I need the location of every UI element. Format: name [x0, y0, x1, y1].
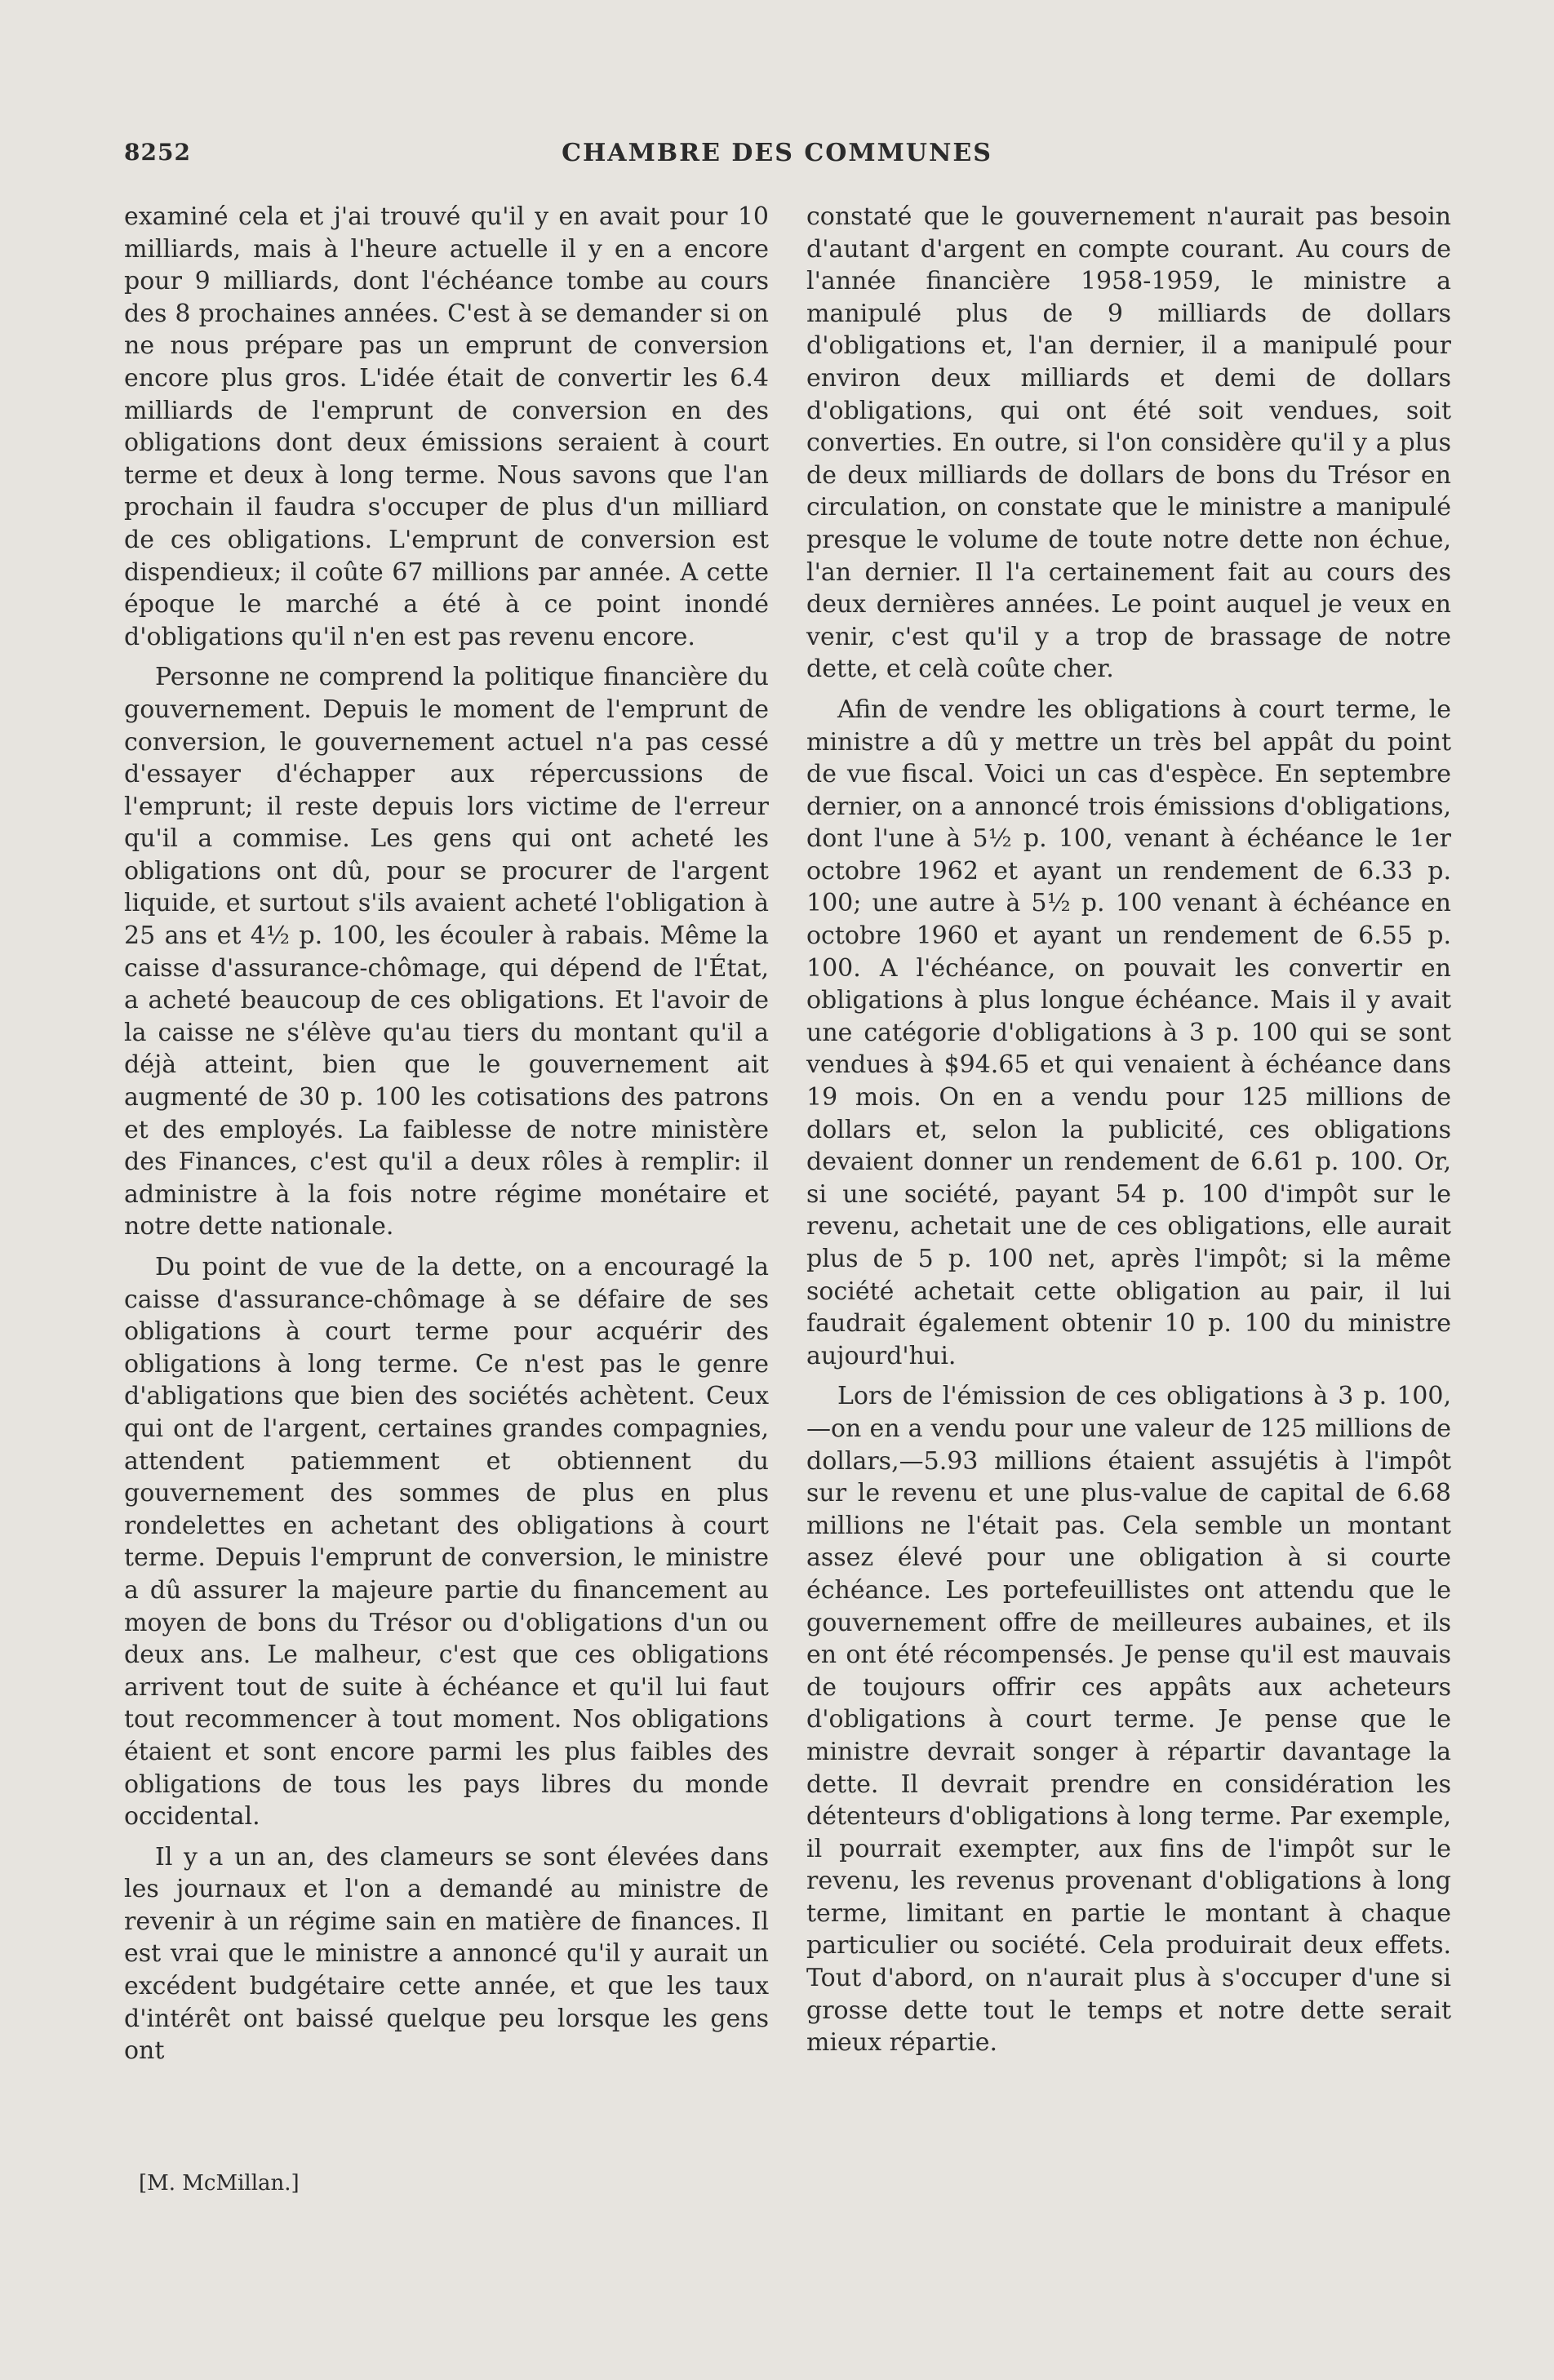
paragraph: examiné cela et j'ai trouvé qu'il y en avait pour 10 milliards, mais à l'heure actuelle il y en a encore pour 9 milliards, dont l'échéance tombe au cours des 8 prochaines années. C'est à se demander si on ne nous prépare pas un emprunt de conversion encore plus gros. L'idée était de convertir les 6.4 milliards de l'emprunt de conversion en des obligations dont deux émissions seraient à court terme et deux à long terme. Nous savons que l'an prochain il faudra s'occuper de plus d'un milliard de ces obligations. L'emprunt de conversion est dispendieux; il coûte 67 millions par année. A cette époque le marché a été à ce point inondé d'obligations qu'il n'en est pas revenu encore. — [124, 202, 769, 651]
paragraph: Il y a un an, des clameurs se sont élevées dans les journaux et l'on a demandé au ministre de revenir à un régime sain en matière de finances. Il est vrai que le ministre a annoncé qu'il y aurait un excédent budgétaire cette année, et que les taux d'intérêt ont baissé quelque peu lorsque les gens ont — [124, 1842, 769, 2066]
speaker-attribution: [M. McMillan.] — [139, 2171, 300, 2196]
paragraph: Afin de vendre les obligations à court terme, le ministre a dû y mettre un très bel appât du point de vue fiscal. Voici un cas d'espèce. En septembre dernier, on a annoncé trois émissions d'obligations, dont l'une à 5½ p. 100, venant à échéance le 1er octobre 1962 et ayant un rendement de 6.33 p. 100; une autre à 5½ p. 100 venant à échéance en octobre 1960 et ayant un rendement de 6.55 p. 100. A l'échéance, on pouvait les convertir en obligations à plus longue échéance. Mais il y avait une catégorie d'obligations à 3 p. 100 qui se sont vendues à $94.65 et qui venaient à échéance dans 19 mois. On en a vendu pour 125 millions de dollars et, selon la publicité, ces obligations devaient donner un rendement de 6.61 p. 100. Or, si une société, payant 54 p. 100 d'impôt sur le revenu, achetait une de ces obligations, elle aurait plus de 5 p. 100 net, après l'impôt; si la même société achetait cette obligation au pair, il lui faudrait également obtenir 10 p. 100 du ministre aujourd'hui. — [806, 695, 1451, 1370]
paragraph: constaté que le gouvernement n'aurait pas besoin d'autant d'argent en compte courant. Au cours de l'année financière 1958-1959, le ministre a manipulé plus de 9 milliards de dollars d'obligations et, l'an dernier, il a manipulé pour environ deux milliards et demi de dollars d'obligations, qui ont été soit vendues, soit converties. En outre, si l'on considère qu'il y a plus de deux milliards de dollars de bons du Trésor en circulation, on constate que le ministre a manipulé presque le volume de toute notre dette non échue, l'an dernier. Il l'a certainement fait au cours des deux dernières années. Le point auquel je veux en venir, c'est qu'il y a trop de brassage de notre dette, et celà coûte cher. — [806, 202, 1451, 684]
paragraph: Personne ne comprend la politique financière du gouvernement. Depuis le moment de l'emprunt de conversion, le gouvernement actuel n'a pas cessé d'essayer d'échapper aux répercussions de l'emprunt; il reste depuis lors victime de l'erreur qu'il a commise. Les gens qui ont acheté les obligations ont dû, pour se procurer de l'argent liquide, et surtout s'ils avaient acheté l'obligation à 25 ans et 4½ p. 100, les écouler à rabais. Même la caisse d'assurance-chômage, qui dépend de l'État, a acheté beaucoup de ces obligations. Et l'avoir de la caisse ne s'élève qu'au tiers du montant qu'il a déjà atteint, bien que le gouvernement ait augmenté de 30 p. 100 les cotisations des patrons et des employés. La faiblesse de notre ministère des Finances, c'est qu'il a deux rôles à remplir: il administre à la fois notre régime monétaire et notre dette nationale. — [124, 663, 769, 1241]
page-number: 8252 — [124, 139, 191, 166]
paragraph: Du point de vue de la dette, on a encouragé la caisse d'assurance-chômage à se défaire de ses obligations à court terme pour acquérir des obligations à long terme. Ce n'est pas le genre d'abligations que bien des sociétés achètent. Ceux qui ont de l'argent, certaines grandes compagnies, attendent patiemment et obtiennent du gouvernement des sommes de plus en plus rondelettes en achetant des obligations à court terme. Depuis l'emprunt de conversion, le ministre a dû assurer la majeure partie du financement au moyen de bons du Trésor ou d'obligations d'un ou deux ans. Le malheur, c'est que ces obligations arrivent tout de suite à échéance et qu'il lui faut tout recommencer à tout moment. Nos obligations étaient et sont encore parmi les plus faibles des obligations de tous les pays libres du monde occidental. — [124, 1253, 769, 1832]
right-column — [806, 201, 1451, 2067]
page-header — [0, 139, 1554, 171]
left-column — [124, 201, 769, 2076]
paragraph: Lors de l'émission de ces obligations à 3 p. 100,—on en a vendu pour une valeur de 125 millions de dollars,—5.93 millions étaient assujétis à l'impôt sur le revenu et une plus-value de capital de 6.68 millions ne l'était pas. Cela semble un montant assez élevé pour une obligation à si courte échéance. Les portefeuillistes ont attendu que le gouvernement offre de meilleures aubaines, et ils en ont été récompensés. Je pense qu'il est mauvais de toujours offrir ces appâts aux acheteurs d'obligations à court terme. Je pense que le ministre devrait songer à répartir davantage la dette. Il devrait prendre en considération les détenteurs d'obligations à long terme. Par exemple, il pourrait exempter, aux fins de l'impôt sur le revenu, les revenus provenant d'obligations à long terme, limitant en partie le montant à chaque particulier ou société. Cela produirait deux effets. Tout d'abord, on n'aurait plus à s'occuper d'une si grosse dette tout le temps et notre dette serait mieux répartie. — [806, 1382, 1451, 2058]
running-title: CHAMBRE DES COMMUNES — [562, 139, 992, 167]
